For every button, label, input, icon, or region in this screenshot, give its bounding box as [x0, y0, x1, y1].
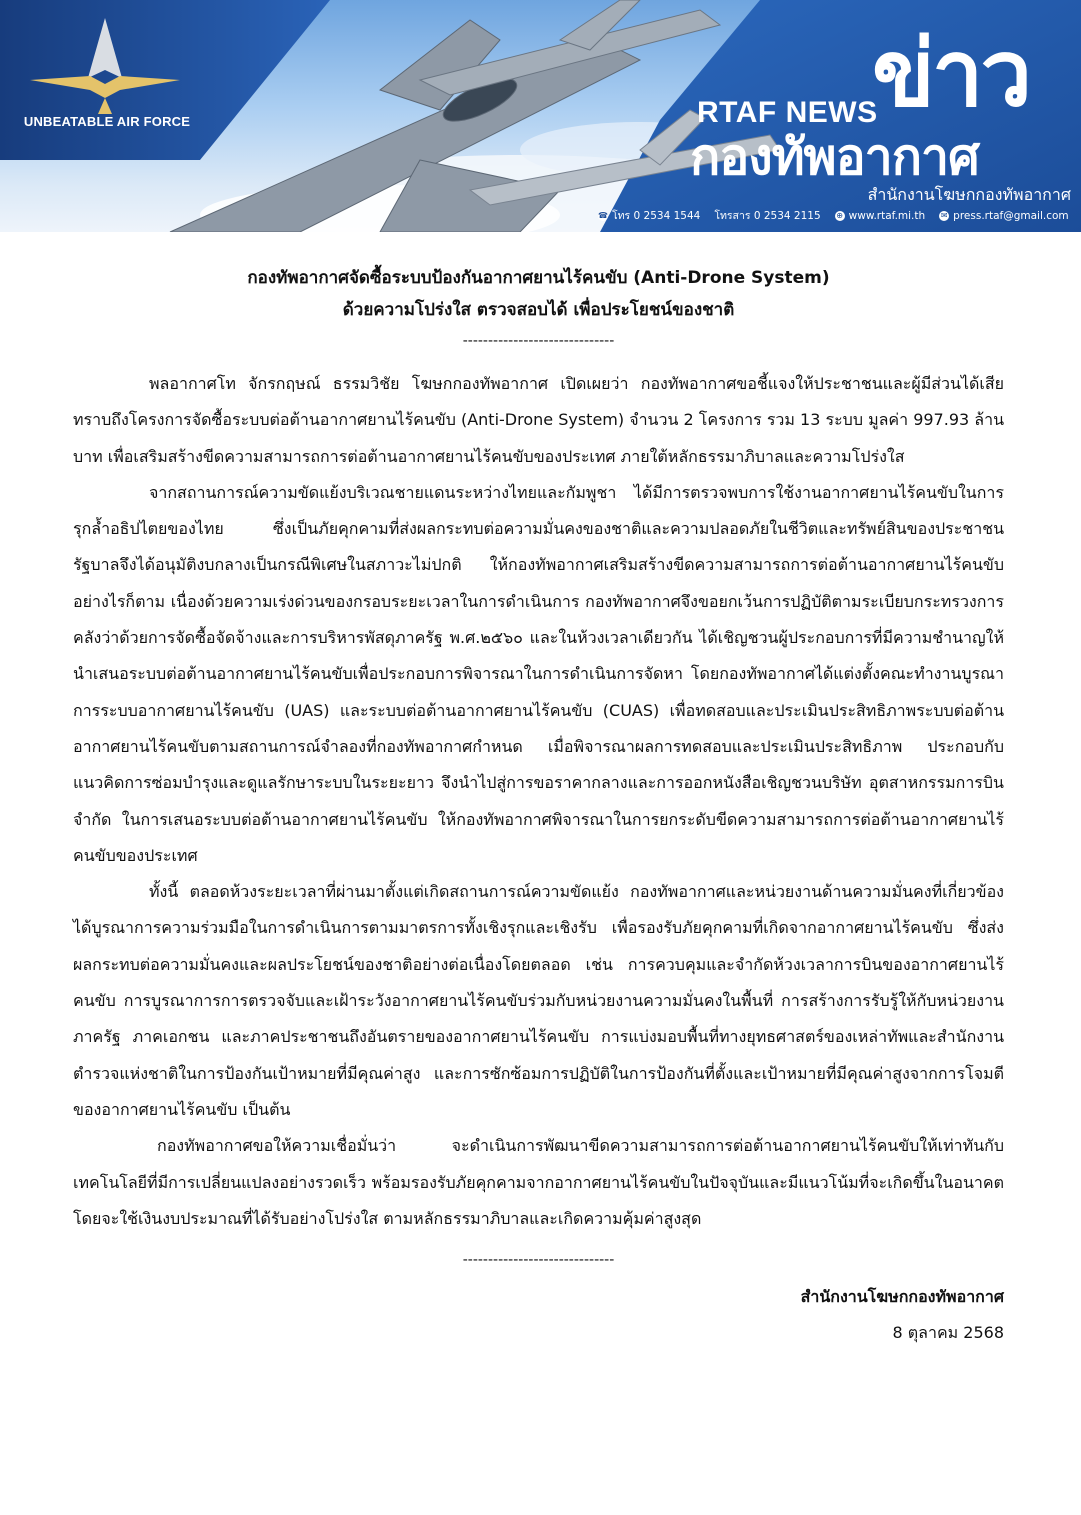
paragraph-3: ทั้งนี้ ตลอดห้วงระยะเวลาที่ผ่านมาตั้งแต่เกิดสถานการณ์ความขัดแย้ง กองทัพอากาศและหน่วยงานด้านความมั่นคงที่เกี่ยวข้อง ได้บูรณาการความร่วมมือในการดำเนินการตามมาตรการทั้งเชิงรุกและเชิงรับ เพื่อรองรับภัยคุกคามที่เกิดจากอากาศยานไร้คนขับ ซึ่งส่งผลกระทบต่อความมั่นคงและผลประโยชน์ของชาติอย่างต่อเนื่องโดยตลอด เช่น การควบคุมและจำกัดห้วงเวลาการบินของอากาศยานไร้คนขับ การบูรณาการการตรวจจับและเฝ้าระวังอากาศยานไร้คนขับร่วมกับหน่วยงานความมั่นคงในพื้นที่ การสร้างการรับรู้ให้กับหน่วยงานภาครัฐ ภาคเอกชน และภาคประชาชนถึงอันตรายของอากาศยานไร้คนขับ การแบ่งมอบพื้นที่ทางยุทธศาสตร์ของเหล่าทัพและสำนักงานตำรวจแห่งชาติในการป้องกันเป้าหมายที่มีคุณค่าสูง และการซักซ้อมการปฏิบัติในการป้องกันที่ตั้งและเป้าหมายที่มีคุณค่าสูงจากการโจมตีของอากาศยานไร้คนขับ เป็นต้น	[73, 882, 1004, 1119]
paragraph-4: กองทัพอากาศขอให้ความเชื่อมั่นว่า จะดำเนินการพัฒนาขีดความสามารถการต่อต้านอากาศยานไร้คนขับให้เท่าทันกับเทคโนโลยีที่มีการเปลี่ยนแปลงอย่างรวดเร็ว พร้อมรองรับภัยคุกคามจากอากาศยานไร้คนขับในปัจจุบันและมีแนวโน้มที่จะเกิดขึ้นในอนาคต โดยจะใช้เงินงบประมาณที่ได้รับอย่างโปร่งใส ตามหลักธรรมาภิบาลและเกิดความคุ้มค่าสูงสุด	[73, 1136, 1004, 1228]
email-link[interactable]: press.rtaf@gmail.com	[953, 209, 1069, 222]
phone-icon: ☎	[598, 210, 608, 220]
globe-icon: ⊕	[836, 210, 843, 220]
website-link[interactable]: www.rtaf.mi.th	[848, 209, 926, 222]
banner-office-name: สำนักงานโฆษกกองทัพอากาศ	[867, 185, 1071, 204]
paragraph-1: พลอากาศโท จักรกฤษณ์ ธรรมวิชัย โฆษกกองทัพอากาศ เปิดเผยว่า กองทัพอากาศขอชี้แจงให้ประชาชนและผู้มีส่วนได้เสีย ทราบถึงโครงการจัดซื้อระบบต่อต้านอากาศยานไร้คนขับ (Anti-Drone System) จำนวน 2 โครงการ รวม 13 ระบบ มูลค่า 997.93 ล้านบาท เพื่อเสริมสร้างขีดความสามารถการต่อต้านอากาศยานไร้คนขับของประเทศ ภายใต้หลักธรรมาภิบาลและความโปร่งใส	[73, 374, 1004, 466]
title-line-2: ด้วยความโปร่งใส ตรวจสอบได้ เพื่อประโยชน์ของชาติ	[342, 300, 735, 320]
logo-tagline: UNBEATABLE AIR FORCE	[23, 114, 191, 129]
title-divider: ------------------------------	[462, 333, 615, 349]
title-line-1: กองทัพอากาศจัดซื้อระบบป้องกันอากาศยานไร้คนขับ (Anti-Drone System)	[247, 268, 830, 288]
contact-bar	[598, 207, 1069, 224]
signature-org: สำนักงานโฆษกกองทัพอากาศ	[800, 1287, 1004, 1307]
fax-number: โทรสาร 0 2534 2115	[714, 210, 821, 222]
rtaf-news-label: RTAF NEWS	[697, 96, 878, 129]
news-wordmark: ข่าว	[872, 20, 1030, 127]
phone-number: โทร 0 2534 1544	[612, 210, 701, 222]
email-icon: ✉	[940, 210, 948, 220]
paragraph-2: จากสถานการณ์ความขัดแย้งบริเวณชายแดนระหว่างไทยและกัมพูชา ได้มีการตรวจพบการใช้งานอากาศยานไร้คนขับในการรุกล้ำอธิปไตยของไทย ซึ่งเป็นภัยคุกคามที่ส่งผลกระทบต่อความมั่นคงของชาติและความปลอดภัยในชีวิตและทรัพย์สินของประชาชน รัฐบาลจึงได้อนุมัติงบกลางเป็นกรณีพิเศษในสภาวะไม่ปกติ ให้กองทัพอากาศเสริมสร้างขีดความสามารถการต่อต้านอากาศยานไร้คนขับ อย่างไรก็ตาม เนื่องด้วยความเร่งด่วนของกรอบระยะเวลาในการดำเนินการ กองทัพอากาศจึงขอยกเว้นการปฏิบัติตามระเบียบกระทรวงการคลังว่าด้วยการจัดซื้อจัดจ้างและการบริหารพัสดุภาครัฐ พ.ศ.๒๕๖๐ และในห้วงเวลาเดียวกัน ได้เชิญชวนผู้ประกอบการที่มีความชำนาญให้นำเสนอระบบต่อต้านอากาศยานไร้คนขับเพื่อประกอบการพิจารณาในการดำเนินการจัดหา โดยกองทัพอากาศได้แต่งตั้งคณะทำงานบูรณาการระบบอากาศยานไร้คนขับ (UAS) และระบบต่อต้านอากาศยานไร้คนขับ (CUAS) เพื่อทดสอบและประเมินประสิทธิภาพระบบต่อต้านอากาศยานไร้คนขับตามสถานการณ์จำลองที่กองทัพอากาศกำหนด เมื่อพิจารณาผลการทดสอบและประเมินประสิทธิภาพ ประกอบกับแนวคิดการซ่อมบำรุงและดูแลรักษาระบบในระยะยาว จึงนำไปสู่การขอราคากลางและการออกหนังสือเชิญชวนบริษัท อุตสาหกรรมการบิน จำกัด ในการเสนอระบบต่อต้านอากาศยานไร้คนขับ ให้กองทัพอากาศพิจารณาในการยกระดับขีดความสามารถการต่อต้านอากาศยานไร้คนขับของประเทศ	[73, 482, 1004, 865]
press-release-body	[73, 262, 1004, 1351]
org-wordmark: กองทัพอากาศ	[690, 128, 979, 186]
release-date: 8 ตุลาคม 2568	[892, 1323, 1004, 1343]
closing-divider: ------------------------------	[462, 1252, 615, 1269]
header-banner	[0, 0, 1081, 232]
